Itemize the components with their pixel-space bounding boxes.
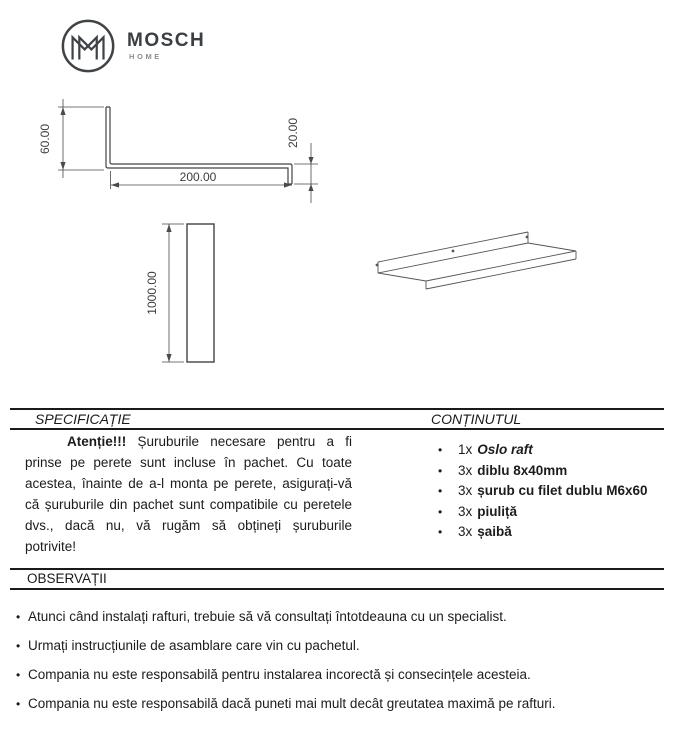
- observation-text: Atunci când instalați rafturi, trebuie să vă consultați întotdeauna cu un specialist.: [28, 609, 507, 624]
- brand-name: MOSCH: [127, 30, 206, 51]
- dim-length-label: 200.00: [179, 170, 217, 184]
- content-item-name: piuliță: [477, 503, 518, 519]
- observation-item: [16, 637, 664, 655]
- content-item: [438, 461, 670, 482]
- bullet-icon: •: [16, 668, 21, 682]
- brand-logo: [60, 17, 205, 75]
- brand-text: [127, 31, 205, 61]
- content-item-qty: 3x: [458, 524, 473, 539]
- mosch-monogram-icon: [60, 17, 118, 75]
- content-item: [438, 481, 670, 502]
- bullet-icon: •: [438, 463, 443, 478]
- content-item-name: Oslo raft: [477, 442, 533, 457]
- observation-text: Compania nu este responsabilă pentru instalarea incorectă și consecințele acesteia.: [28, 667, 531, 682]
- observations-list: [16, 608, 664, 724]
- observation-text: Urmați instrucțiunile de asamblare care vin cu pachetul.: [28, 638, 360, 653]
- observations-header: OBSERVAȚII: [27, 571, 107, 586]
- dim-width-label: 1000.00: [145, 271, 159, 315]
- bullet-icon: •: [16, 697, 21, 711]
- bullet-icon: •: [438, 504, 443, 519]
- content-item-name: șurub cu filet dublu M6x60: [477, 483, 648, 498]
- dim-lip-label: 20.00: [286, 117, 300, 149]
- specification-header: SPECIFICAȚIE: [35, 411, 131, 427]
- content-item-name: șaibă: [477, 524, 512, 539]
- bullet-icon: •: [16, 639, 21, 653]
- content-item-qty: 1x: [458, 442, 473, 457]
- bullet-icon: •: [438, 484, 443, 498]
- specification-body: Șuruburile necesare pentru a fi prinse pe perete sunt incluse în pachet. Cu toate acestea, înainte de a-l monta pe perete, asigurați-vă că șuruburile din pachet sunt compatibile cu peretele dvs., dacă nu, vă rugăm să obțineți șuruburile potrivite!: [25, 434, 352, 554]
- profile-dimensions: [58, 99, 318, 203]
- content-item-name: diblu 8x40mm: [477, 462, 568, 478]
- front-view-dimensions: [162, 224, 184, 362]
- mounting-holes: [376, 236, 529, 267]
- observation-item: [16, 666, 664, 684]
- content-item-qty: 3x: [458, 462, 473, 478]
- content-item: [438, 502, 670, 523]
- specification-text: [25, 431, 352, 557]
- front-view-drawing: [187, 224, 214, 362]
- bullet-icon: •: [438, 443, 443, 457]
- spec-content-header-band: [10, 408, 664, 430]
- observation-text: Compania nu este responsabilă dacă puneti mai mult decât greutatea maximă pe rafturi.: [28, 696, 556, 711]
- contents-header: CONȚINUTUL: [431, 411, 522, 427]
- isometric-shelf-drawing: [378, 232, 576, 289]
- dim-height-label: 60.00: [38, 123, 52, 155]
- contents-list: [438, 440, 670, 543]
- content-item: [438, 440, 670, 461]
- brand-sub: HOME: [129, 52, 162, 61]
- content-item-qty: 3x: [458, 483, 473, 498]
- content-item: [438, 522, 670, 543]
- bullet-icon: •: [438, 525, 443, 539]
- bullet-icon: •: [16, 610, 21, 624]
- content-item-qty: 3x: [458, 503, 473, 519]
- technical-drawings: [0, 85, 675, 405]
- observation-item: [16, 695, 664, 713]
- observation-item: [16, 608, 664, 626]
- observations-header-band: [10, 568, 664, 590]
- warning-label: Atenție!!!: [67, 434, 127, 449]
